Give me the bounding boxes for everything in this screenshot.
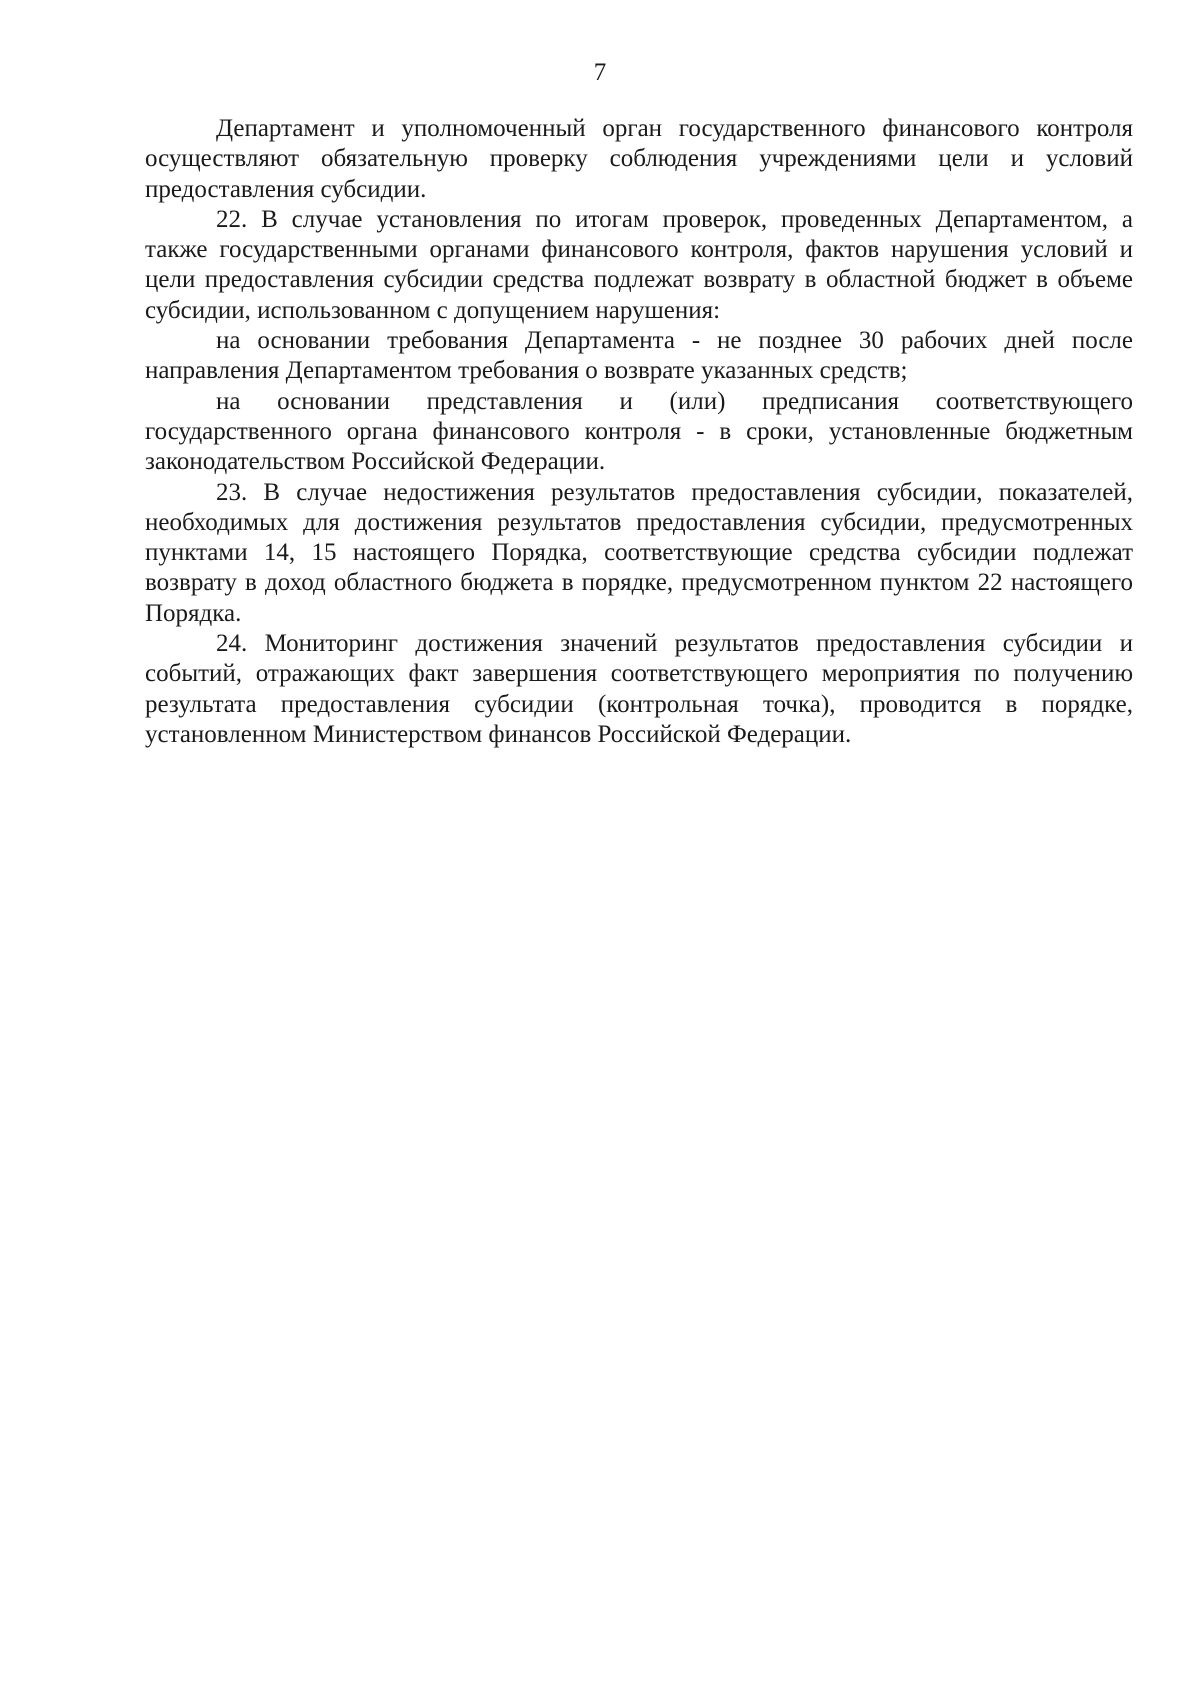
page-number: 7 bbox=[593, 59, 607, 86]
paragraph-22-department-demand: на основании требования Департамента - не позднее 30 рабочих дней после направления Департаментом требования о возврате указанных средств; bbox=[145, 327, 1133, 385]
document-body bbox=[145, 114, 1133, 750]
paragraph-23: 23. В случае недостижения результатов предоставления субсидии, показателей, необходимых для достижения результатов предоставления субсидии, предусмотренных пунктами 14, 15 настоящего Порядка, соответствующие средства субсидии подлежат возврату в доход областного бюджета в порядке, предусмотренном пунктом 22 настоящего Порядка. bbox=[145, 478, 1133, 627]
paragraph-22: 22. В случае установления по итогам проверок, проведенных Департаментом, а также государственными органами финансового контроля, фактов нарушения условий и цели предоставления субсидии средства подлежат возврату в областной бюджет в объеме субсидии, использованном с допущением нарушения: bbox=[145, 205, 1133, 324]
paragraph-control-check: Департамент и уполномоченный орган государственного финансового контроля осуществляют обязательную проверку соблюдения учреждениями цели и условий предоставления субсидии. bbox=[145, 115, 1133, 203]
paragraph-22-control-order: на основании представления и (или) предписания соответствующего государственного органа финансового контроля - в сроки, установленные бюджетным законодательством Российской Федерации. bbox=[145, 387, 1133, 476]
paragraph-24: 24. Мониторинг достижения значений результатов предоставления субсидии и событий, отражающих факт завершения соответствующего мероприятия по получению результата предоставления субсидии (контрольная точка), проводится в порядке, установленном Министерством финансов Российской Федерации. bbox=[145, 630, 1133, 748]
